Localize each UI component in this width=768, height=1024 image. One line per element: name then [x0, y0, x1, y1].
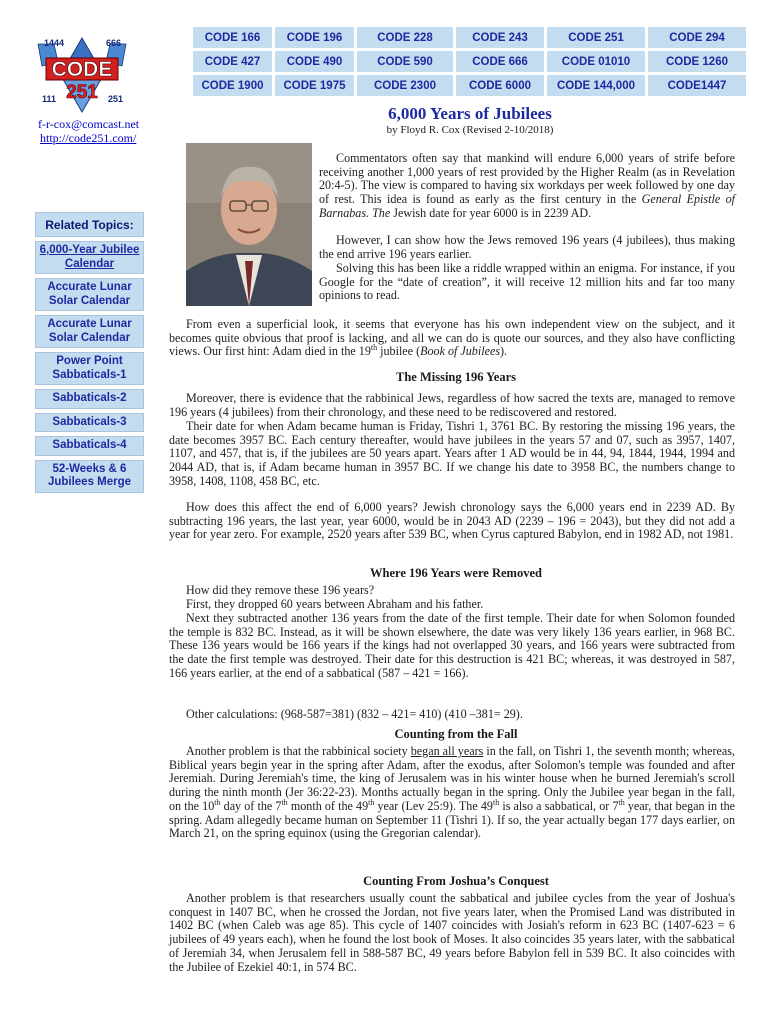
- site-url-link[interactable]: http://code251.com/: [40, 131, 137, 145]
- section1-paragraph-1: Moreover, there is evidence that the rabbinical Jews, regardless of how sacred the texts are, managed to remove 196 years (4 jubilees) from their chronology, and these need to be rediscovered and restored.: [169, 391, 735, 419]
- code-links-grid: [193, 27, 731, 96]
- section-heading-where-removed: Where 196 Years were Removed: [370, 566, 542, 580]
- code-link[interactable]: CODE 294: [648, 27, 746, 48]
- code-link[interactable]: CODE 590: [357, 51, 453, 72]
- code-link[interactable]: CODE 196: [275, 27, 354, 48]
- code-link[interactable]: CODE 251: [547, 27, 645, 48]
- sidebar-link-sabbaticals-3[interactable]: Sabbaticals-3: [35, 413, 144, 433]
- code-link[interactable]: CODE 666: [456, 51, 544, 72]
- code-link[interactable]: CODE 1975: [275, 75, 354, 96]
- sidebar-link-jubilee-calendar[interactable]: 6,000-Year Jubilee Calendar: [35, 241, 144, 274]
- code-link[interactable]: CODE 243: [456, 27, 544, 48]
- code-link[interactable]: CODE 2300: [357, 75, 453, 96]
- section2-paragraph-1: How did they remove these 196 years?: [186, 583, 375, 597]
- section2-paragraph-2: First, they dropped 60 years between Abraham and his father.: [186, 597, 484, 611]
- logo-number-251: 251: [108, 94, 124, 104]
- section3-paragraph-1: Another problem is that the rabbinical society began all years in the fall, on Tishri 1, the seventh month; whereas, Biblical years begin year in the spring after Adam, after the exodus, after Solomon's temple was founded and after Jeremiah. During Jeremiah's time, the king of Jerusalem was in his winter house when he burned Jeremiah's scroll during the ninth month (Jer 36:22-23). Months actually began in the spring. Only the Jubilee year began in the fall, on the 10th day of the 7th month of the 49th year (Lev 25:9). The 49th is also a sabbatical, or 7th year, that began in the spring. Adam allegedly became human on September 11 (Tishri 1). If so, the year actually began 177 days earlier, on March 21, on the spring equinox (using the Gregorian calendar).: [169, 744, 736, 841]
- section1-paragraph-3: How does this affect the end of 6,000 years? Jewish chronology says the 6,000 years end in 2239 AD. By subtracting 196 years, the last year, year 6000, would be in 2043 AD (2239 – 196 = 2043), but they did not add a year for year zero. For example, 2520 years after 539 BC, when Cyrus captured Babylon, end in 1982 AD, not 1981.: [169, 500, 735, 542]
- section2-paragraph-4: Other calculations: (968-587=381) (832 – 421= 410) (410 –381= 29).: [186, 707, 523, 721]
- section-heading-joshua-conquest: Counting From Joshua’s Conquest: [363, 874, 549, 888]
- logo-251-text: 251: [66, 82, 98, 103]
- code-link[interactable]: CODE 1260: [648, 51, 746, 72]
- code-link[interactable]: CODE 166: [193, 27, 272, 48]
- code-link[interactable]: CODE 1900: [193, 75, 272, 96]
- sidebar-link-sabbaticals-2[interactable]: Sabbaticals-2: [35, 389, 144, 409]
- code-link[interactable]: CODE 490: [275, 51, 354, 72]
- logo-code-text: CODE: [51, 58, 113, 81]
- sidebar-link-52-weeks[interactable]: 52-Weeks & 6 Jubilees Merge: [35, 460, 144, 493]
- sidebar-link-lunar-solar-calendar-2[interactable]: Accurate Lunar Solar Calendar: [35, 315, 144, 348]
- sidebar-link-sabbaticals-1[interactable]: Power Point Sabbaticals-1: [35, 352, 144, 385]
- section1-paragraph-2: Their date for when Adam became human is Friday, Tishri 1, 3761 BC. By restoring the missing 196 years, the date becomes 3957 BC. Each century thereafter, would have jubilees in the years 57 and 07, such as 3957, 1407, 1107, and 457, that is, if the jubilees are 50 years apart. Years after 1 AD would be in 44, 94, 1844, 1944, 1994 and 2044 AD, that is, if Adam became human in 3957 BC. If we change his date to 3958 BC, the numbers change to 3958, 1408, 1108, 458 BC, etc.: [169, 419, 735, 488]
- intro-paragraph-4: From even a superficial look, it seems that everyone has his own independent view on the subject, and it becomes quite obvious that proof is lacking, and all we can do is quote our sources, and they also have conflicting views. Our first hint: Adam died in the 19th jubilee (Book of Jubilees).: [169, 317, 735, 359]
- page-title: 6,000 Years of Jubilees: [388, 104, 552, 123]
- sidebar-link-sabbaticals-4[interactable]: Sabbaticals-4: [35, 436, 144, 456]
- intro-paragraph-3: Solving this has been like a riddle wrapped within an enigma. For instance, if you Google for the “date of creation”, it will receive 12 million hits and far too many opinions to read.: [319, 261, 735, 303]
- section-heading-counting-fall: Counting from the Fall: [394, 727, 518, 741]
- code-link[interactable]: CODE 6000: [456, 75, 544, 96]
- author-photo: [186, 143, 312, 306]
- logo-number-666: 666: [106, 38, 122, 48]
- sidebar-link-lunar-solar-calendar[interactable]: Accurate Lunar Solar Calendar: [35, 278, 144, 311]
- code-link[interactable]: CODE 427: [193, 51, 272, 72]
- related-topics-sidebar: [35, 212, 144, 493]
- related-topics-heading: Related Topics:: [35, 212, 144, 237]
- code251-logo[interactable]: [28, 36, 136, 114]
- author-email[interactable]: f-r-cox@comcast.net: [38, 117, 140, 131]
- section4-paragraph-1: Another problem is that researchers usually count the sabbatical and jubilee cycles from the year of Joshua's conquest in 1407 BC, when he crossed the Jordan, not five years later, when the Promised Land was distributed in 1402 BC (when Caleb was age 85). This cycle of 1407 coincides with Josiah's reform in 623 BC (1407-623 = 6 jubilees of 49 years each), when he found the lost book of Moses. It also coincides 35 years later, with the sabbatical of Jeremiah 34, when Jerusalem fell in 588-587 BC, 49 years before Babylon fell in 539 BC. It also coincides with the Jubilee of Ezekiel 40:1, in 574 BC.: [169, 891, 735, 974]
- logo-number-111: 111: [42, 94, 57, 104]
- intro-paragraph-1: Commentators often say that mankind will endure 6,000 years of strife before receiving another 1,000 years of rest provided by the Higher Realm (as in Revelation 20:4-5). The view is compared to having six workdays per week followed by one day of rest. This idea is found as early as the first century in the General Epistle of Barnabas. The Jewish date for year 6000 is in 2239 AD.: [319, 151, 735, 220]
- section-heading-missing-196: The Missing 196 Years: [395, 370, 517, 384]
- section2-paragraph-3: Next they subtracted another 136 years from the date of the first temple. Their date for when Solomon founded the temple is 832 BC. Instead, as it will be shown elsewhere, the date was very likely 136 years earlier, in 968 BC. These 136 years would be 166 years if the kings had not overlapped 30 years, and 166 years were subtracted from the date the first temple was destroyed. Their date for this destruction is 421 BC; whereas, it was destroyed in 587, 166 years earlier, at the end of a sabbatical (587 – 421 = 166).: [169, 611, 735, 680]
- code-link[interactable]: CODE 228: [357, 27, 453, 48]
- intro-paragraph-2: However, I can show how the Jews removed 196 years (4 jubilees), thus making the end arrive 196 years earlier.: [319, 233, 735, 261]
- code-link[interactable]: CODE1447: [648, 75, 746, 96]
- code-link[interactable]: CODE 01010: [547, 51, 645, 72]
- code-link[interactable]: CODE 144,000: [547, 75, 645, 96]
- byline: by Floyd R. Cox (Revised 2-10/2018): [386, 124, 554, 136]
- logo-number-1444: 1444: [44, 38, 65, 48]
